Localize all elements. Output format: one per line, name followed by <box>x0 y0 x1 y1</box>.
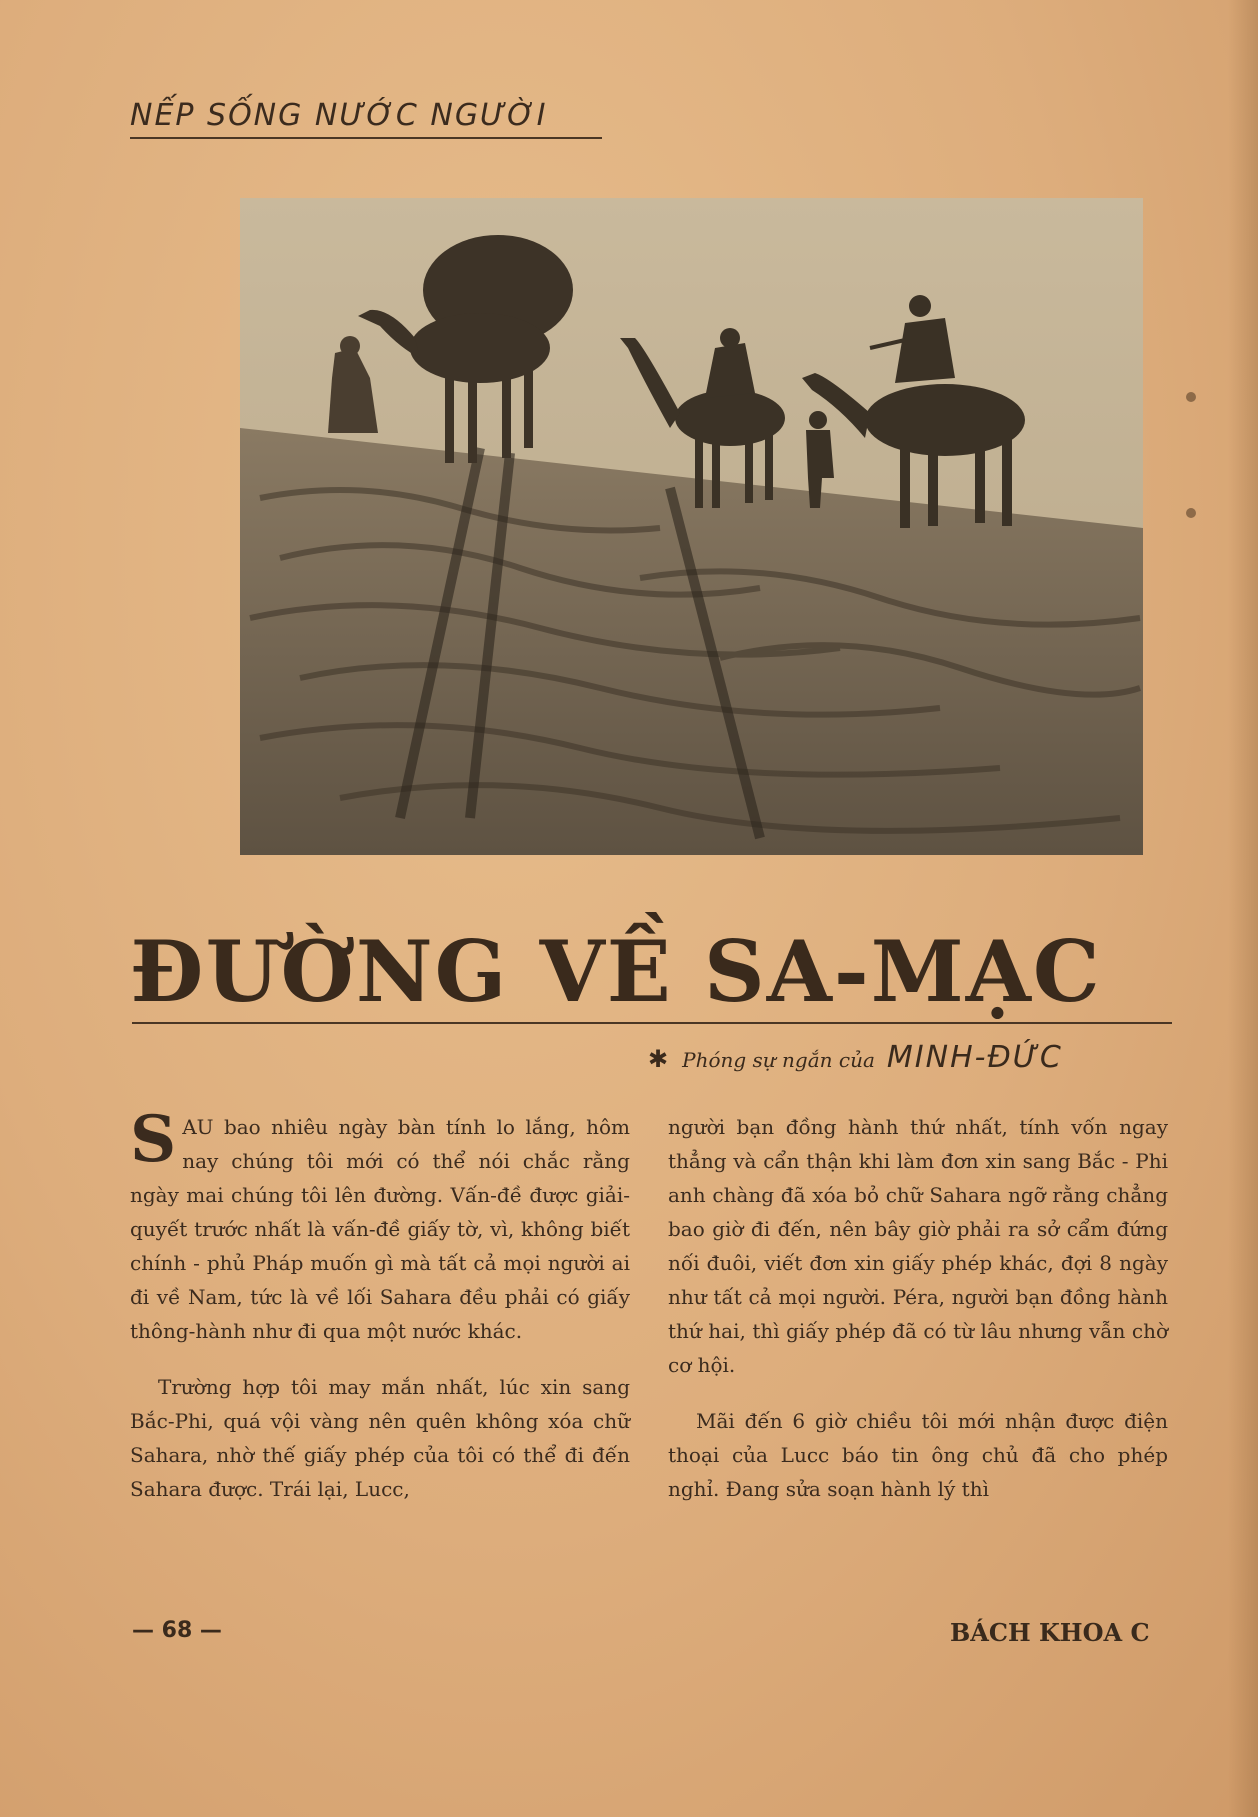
camel-caravan-photo <box>240 198 1143 855</box>
journal-name: BÁCH KHOA C <box>950 1618 1150 1647</box>
page-edge-shadow <box>1228 0 1258 1817</box>
article-title: ĐƯỜNG VỀ SA-MẠC <box>130 922 1102 1021</box>
paragraph: Trường hợp tôi may mắn nhất, lúc xin sang Bắc-Phi, quá vội vàng nên quên không xóa chữ Sahara, nhờ thế giấy phép của tôi có thể đi đến Sahara được. Trái lại, Lucc, <box>130 1375 630 1501</box>
paragraph-text: AU bao nhiêu ngày bàn tính lo lắng, hôm nay chúng tôi mới có thể nói chắc rằng ngày mai chúng tôi lên đường. Vấn-đề được giải-quyết trước nhất là vấn-đề giấy tờ, vì, không biết chính - phủ Pháp muốn gì mà tất cả mọi người ai đi về Nam, tức là về lối Sahara đều phải có giấy thông-hành như đi qua một nước khác. <box>130 1115 630 1343</box>
column-right <box>668 1110 1168 1528</box>
binding-hole-icon <box>1186 392 1196 402</box>
paragraph: Mãi đến 6 giờ chiều tôi mới nhận được điện thoại của Lucc báo tin ông chủ đã cho phép nghỉ. Đang sửa soạn hành lý thì <box>668 1409 1168 1501</box>
section-heading: NẾP SỐNG NƯỚC NGƯỜI <box>130 98 602 139</box>
column-left <box>130 1102 630 1528</box>
byline <box>648 1040 1168 1075</box>
drop-cap: S <box>130 1102 177 1177</box>
paragraph <box>130 1102 630 1348</box>
binding-hole-icon <box>1186 508 1196 518</box>
author-name: MINH-ĐỨC <box>886 1040 1063 1075</box>
byline-star-icon: ✱ <box>648 1045 669 1073</box>
byline-text: Phóng sự ngắn của <box>682 1048 875 1072</box>
paragraph: người bạn đồng hành thứ nhất, tính vốn ngay thẳng và cẩn thận khi làm đơn xin sang Bắc - Phi anh chàng đã xóa bỏ chữ Sahara ngỡ rằng chẳng bao giờ đi đến, nên bây giờ phải ra sở cẩm đứng nối đuôi, viết đơn xin giấy phép khác, đợi 8 ngày như tất cả mọi người. Péra, người bạn đồng hành thứ hai, thì giấy phép đã có từ lâu nhưng vẫn chờ cơ hội. <box>668 1115 1168 1377</box>
title-rule <box>132 1022 1172 1024</box>
page-number: — 68 — <box>132 1618 222 1643</box>
